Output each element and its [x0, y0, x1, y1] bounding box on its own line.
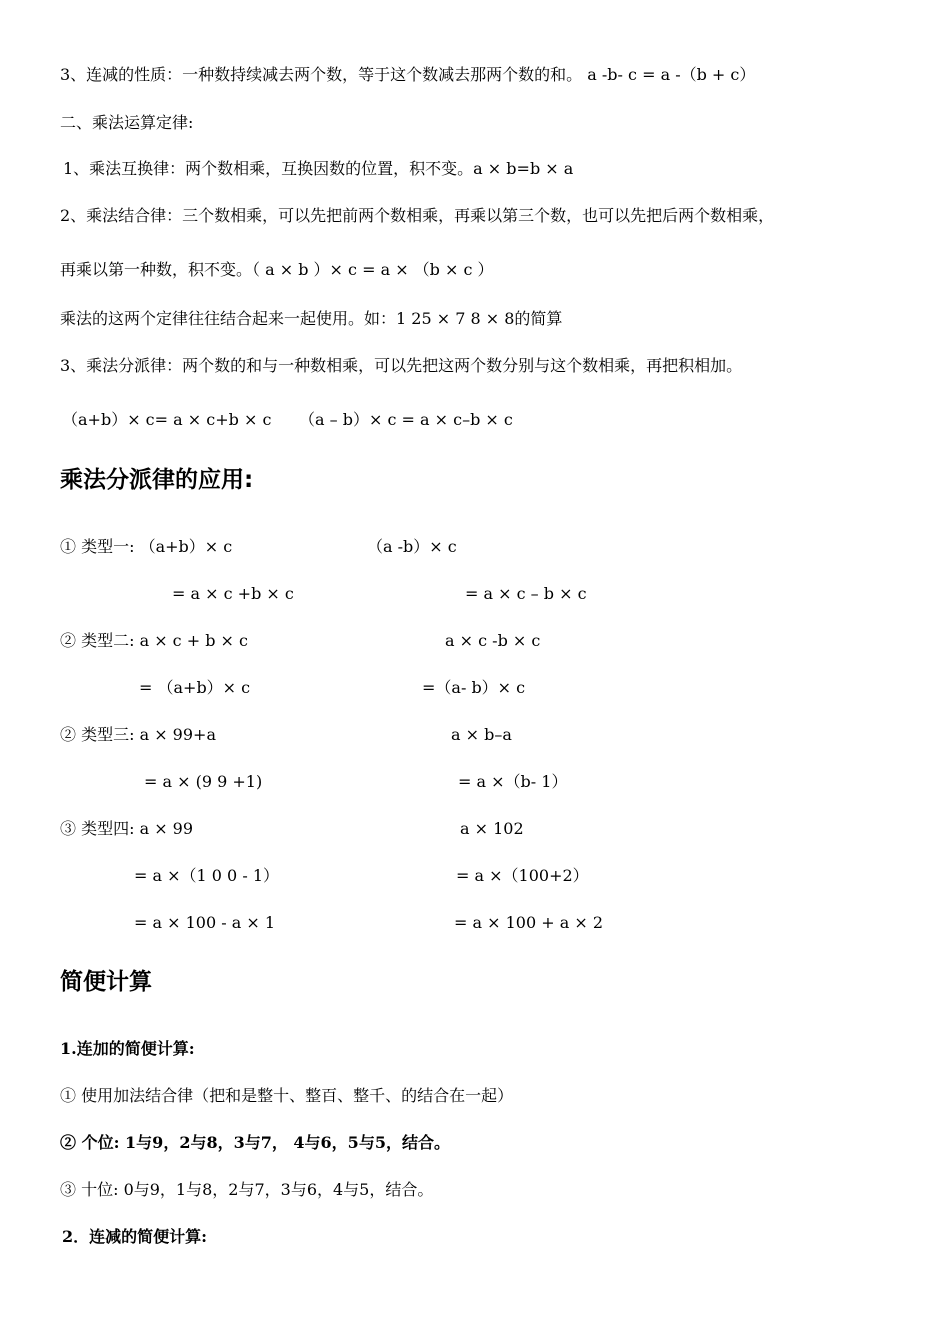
- multiplication-laws-heading: 二、乘法运算定律:: [60, 113, 194, 132]
- type4-label: ③ 类型四: a × 99: [60, 819, 194, 838]
- addition-rule-2: ② 个位: 1与9，2与8，3与7， 4与6，5与5，结合。: [60, 1133, 450, 1152]
- type3-label: ② 类型三: a × 99+a: [60, 725, 216, 744]
- type2-label: ② 类型二: a × c + b × c: [60, 631, 249, 650]
- type2-right-result: =（a- b）× c: [422, 678, 526, 697]
- type4-left-step1: = a ×（1 0 0 - 1）: [134, 866, 279, 885]
- type1-left-result: = a × c +b × c: [172, 584, 294, 603]
- simple-calc-heading: 简便计算: [60, 969, 152, 995]
- type1-right: （a -b）× c: [367, 537, 457, 556]
- type2-left-result: = （a+b）× c: [139, 678, 251, 697]
- distributive-formula-sum: （a+b）× c= a × c+b × c: [62, 410, 272, 429]
- type1-right-result: = a × c – b × c: [465, 584, 587, 603]
- associative-law-line1: 2、乘法结合律：三个数相乘，可以先把前两个数相乘，再乘以第三个数，也可以先把后两个数相乘，: [60, 206, 775, 225]
- type1-label: ① 类型一: （a+b）× c: [60, 537, 233, 556]
- distributive-law: 3、乘法分派律：两个数的和与一种数相乘，可以先把这两个数分别与这个数相乘，再把积相加。: [60, 356, 743, 375]
- commutative-law: 1、乘法互换律：两个数相乘，互换因数的位置，积不变。a × b=b × a: [63, 159, 574, 178]
- associative-law-line2: 再乘以第一种数，积不变。（ a × b ）× c = a × （b × c ）: [60, 260, 494, 279]
- type3-left-result: = a × (9 9 +1): [144, 772, 263, 791]
- distributive-application-heading: 乘法分派律的应用:: [60, 467, 254, 493]
- type4-right-step1: = a ×（100+2）: [456, 866, 589, 885]
- addition-rule-1: ① 使用加法结合律（把和是整十、整百、整千、的结合在一起）: [60, 1086, 514, 1105]
- type4-left-step2: = a × 100 - a × 1: [134, 913, 276, 932]
- type3-right: a × b–a: [451, 725, 512, 744]
- combined-use-note: 乘法的这两个定律往往结合起来一起使用。如：1 25 × 7 8 × 8的简算: [60, 309, 563, 328]
- type2-right: a × c -b × c: [445, 631, 541, 650]
- addition-heading: 1.连加的简便计算:: [60, 1039, 195, 1058]
- type3-right-result: = a ×（b- 1）: [458, 772, 568, 791]
- subtraction-property: 3、连减的性质：一种数持续减去两个数，等于这个数减去那两个数的和。 a -b- c = a -（b + c）: [60, 65, 756, 84]
- type4-right-step2: = a × 100 + a × 2: [454, 913, 604, 932]
- distributive-formula-difference: （a – b）× c = a × c–b × c: [299, 410, 513, 429]
- subtraction-heading: 2．连减的简便计算:: [62, 1227, 208, 1246]
- addition-rule-3: ③ 十位: 0与9，1与8，2与7，3与6，4与5，结合。: [60, 1180, 434, 1199]
- type4-right: a × 102: [460, 819, 524, 838]
